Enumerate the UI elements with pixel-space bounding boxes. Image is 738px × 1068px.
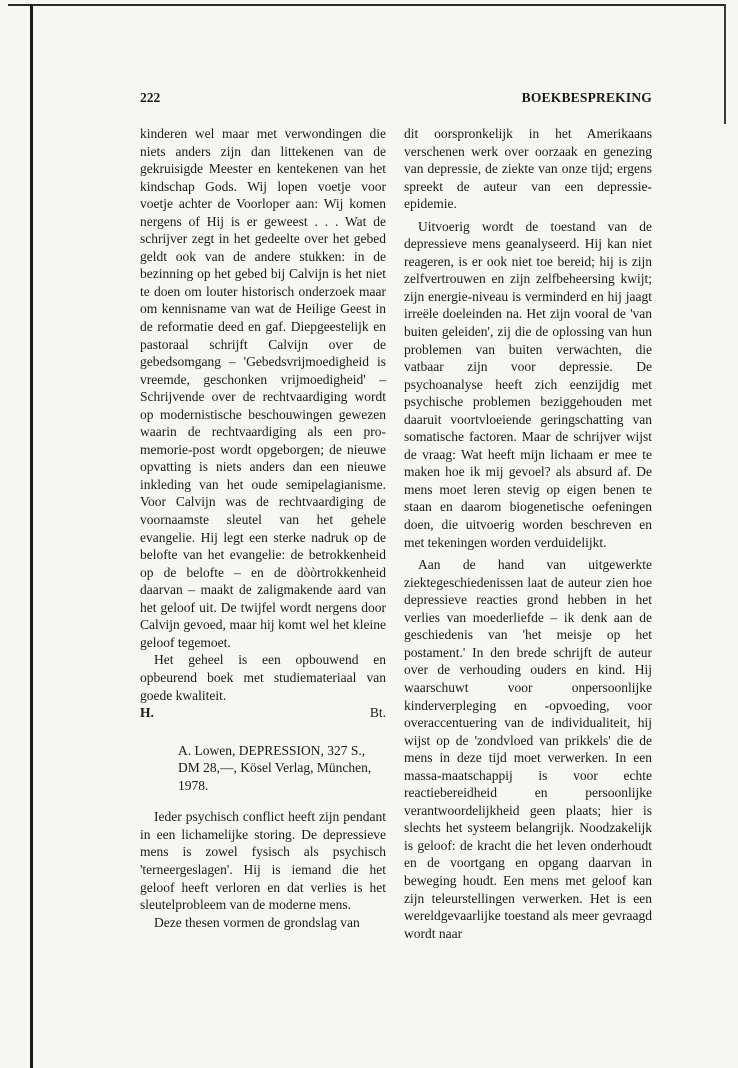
- page-edge-left: [30, 4, 33, 1068]
- paragraph: kinderen wel maar met verwondingen die niets anders zijn dan littekenen van de gekruisigde Meester en kentekenen van het kindschap Gods. Wij lopen voetje voor voetje achter de Voorloper aan: Wij komen nergens of Hij is er geweest . . . Wat de schrijver zegt in het gedeelte over het gebed geldt ook van de andere stukken: in de bezinning op het gebed bij Calvijn is het niet te doen om louter historisch onderzoek maar om kennisname van wat de Heilige Geest in de reformatie deed en gaf. Diepgeestelijk en pastoraal schrijft Calvijn over de gebedsomgang – 'Gebedsvrijmoedigheid is vreemde, geschonken vrijmoedigheid' – Schrijvende over de rechtvaardiging wordt op modernistische beschouwingen gewezen waarin de rechtvaardiging als een pro-memorie-post wordt opgeborgen; de nieuwe opvatting is niets anders dan een nieuwe inkleding van het oude semipelagianisme. Voor Calvijn was de rechtvaardiging de voornaamste sleutel van het gehele evangelie. Hij legt een sterke nadruk op de belofte van het evangelie: de betrokkenheid op de belofte – en de dòòrtrokkenheid daarvan – maakt de zaligmakende aard van het geloof uit. De twijfel wordt nergens door Calvijn gevoed, maar hij komt wel het kleine geloof tegemoet.: [140, 126, 386, 650]
- paragraph: Het geheel is een opbouwend en opbeurend boek met studiemateriaal van goede kwaliteit.: [140, 652, 386, 703]
- book-reference: A. Lowen, DEPRESSION, 327 S., DM 28,—, Kösel Verlag, München, 1978.: [178, 742, 372, 793]
- running-title: BOEKBESPREKING: [521, 90, 652, 105]
- signature-initial: H.: [140, 705, 154, 721]
- paragraph: Aan de hand van uitgewerkte ziektegeschiedenissen laat de auteur zien hoe depressieve reacties grond hebben in het verlies van moederliefde – ik denk aan de geschiedenis van 'het meisje op het postament.' In den brede schrijft de auteur over de verhouding ouders en kind. Hij waarschuwt voor onpersoonlijke kinderverpleging en -opvoeding, voor overaccentuering van de individualiteit, hij wijst op de 'zondvloed van prikkels' die de mens in deze tijd moet verwerken. In een massa-maatschappij is voor echte reactiebereidheid en persoonlijke verantwoordelijkheid geen plaats; hier is slechts het systeem belangrijk. Noodzakelijk is geloof: de kracht die het leven onderhoudt en de voortgang en opgang daarvan in beweging houdt. Een mens met geloof kan zijn teleurstellingen verwerken. Het is een wereldgevaarlijke toestand als meer gevraagd wordt naar: [404, 557, 652, 941]
- paragraph: Deze thesen vormen de grondslag van: [154, 914, 360, 930]
- signature-abbrev: Bt.: [369, 705, 386, 721]
- right-column: [404, 125, 652, 942]
- paragraph: Uitvoerig wordt de toestand van de depressieve mens geanalyseerd. Hij kan niet reageren, is er ook niet toe bereid; hij is zijn zelfvertrouwen en zijn zelfbeheersing kwijt; zijn energie-niveau is verminderd en hij jaagt irreële doeleinden na. Het zijn vooral de 'van buiten geleiden', zij die de oplossing van hun problemen van buiten verwachten, die vatbaar zijn voor depressie. De psychoanalyse heeft zich eenzijdig met psychische problemen beziggehouden met daaruit voortvloeiende geringschatting van somatische factoren. Maar de schrijver wijst de vraag: Wat heeft mijn lichaam er mee te maken hoe ik mij gevoel? als absurd af. De mens moet leren stevig op eigen benen te staan en daarom biogenetische oefeningen doen, die uitvoerig worden beschreven en met tekeningen worden verduidelijkt.: [404, 218, 652, 550]
- page-edge-right: [724, 4, 726, 124]
- page-edge-top: [8, 4, 726, 6]
- review-signature: [140, 704, 386, 722]
- paragraph: dit oorspronkelijk in het Amerikaans verschenen werk over oorzaak en genezing van depressie, de ziekte van onze tijd; ergens spreekt de auteur van een depressie-epidemie.: [404, 126, 652, 212]
- paragraph: Ieder psychisch conflict heeft zijn pendant in een lichamelijke storing. De depressieve mens is zowel fysisch als psychisch 'terneergeslagen'. Hij is iemand die het geloof heeft verloren en dat verlies is het sleutelprobleem van de moderne mens.: [140, 809, 386, 913]
- page-number: 222: [140, 90, 161, 105]
- left-column: [140, 125, 386, 931]
